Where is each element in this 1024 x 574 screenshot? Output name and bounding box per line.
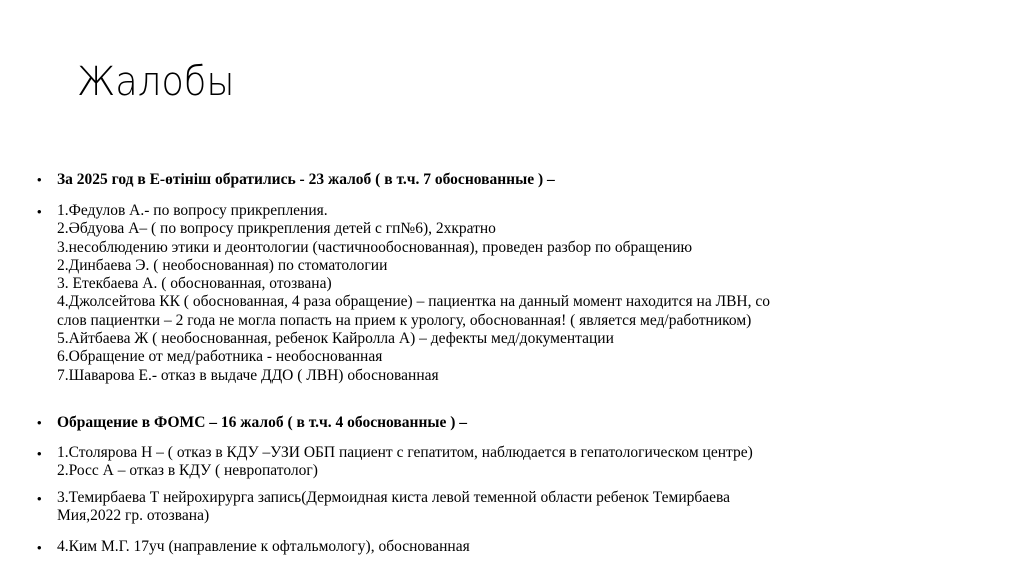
list-item: 3.несоблюдению этики и деонтологии (частичнообоснованная), проведен разбор по обращению	[57, 238, 693, 256]
list-item: слов пациентки – 2 года не могла попасть на прием к урологу, обоснованная! ( является мед/работником)	[57, 311, 752, 329]
bullet-icon: •	[37, 204, 42, 219]
complaint-list-foms-1	[57, 444, 753, 481]
bullet-icon: •	[37, 540, 42, 555]
bullet-icon: •	[37, 172, 42, 187]
list-item: 1.Столярова Н – ( отказ в КДУ –УЗИ ОБП пациент с гепатитом, наблюдается в гепатологическом центре)	[57, 444, 753, 461]
list-item: 1.Федулов А.- по вопросу прикрепления.	[57, 202, 328, 219]
list-item: 2.Әбдуова А– ( по вопросу прикрепления детей с гп№6), 2хкратно	[57, 220, 496, 238]
bullet-icon: •	[37, 415, 42, 430]
list-item: 7.Шаварова Е.- отказ в выдаче ДДО ( ЛВН) обоснованная	[57, 366, 439, 384]
list-item: 3.Темирбаева Т нейрохирурга запись(Дермоидная киста левой теменной области ребенок Темирбаева	[57, 489, 731, 506]
list-item: 4.Ким М.Г. 17уч (направление к офтальмологу), обоснованная	[57, 538, 470, 555]
list-item: 2.Динбаева Э. ( необоснованная) по стоматологии	[57, 256, 388, 274]
bullet-icon: •	[37, 446, 42, 461]
list-item: 6.Обращение от мед/работника - необоснованная	[57, 348, 383, 366]
complaint-list-e-otinish	[57, 202, 770, 385]
section-heading-foms: Обращение в ФОМС – 16 жалоб ( в т.ч. 4 обоснованные ) –	[57, 414, 468, 431]
list-item: 3. Етекбаева А. ( обоснованная, отозвана)	[57, 275, 332, 293]
section-heading-e-otinish: За 2025 год в Е-өтініш обратились - 23 жалоб ( в т.ч. 7 обоснованные ) –	[57, 171, 555, 188]
list-item: 5.Айтбаева Ж ( необоснованная, ребенок Кайролла А) – дефекты мед/документации	[57, 330, 614, 348]
bullet-icon: •	[37, 491, 42, 506]
complaint-list-foms-2	[57, 489, 730, 526]
complaint-list-foms-3	[57, 538, 470, 556]
list-item: 2.Росс А – отказ в КДУ ( невропатолог)	[57, 462, 318, 480]
list-item: Мия,2022 гр. отозвана)	[57, 507, 210, 525]
slide-title: Жалобы	[77, 59, 235, 105]
list-item: 4.Джолсейтова КК ( обоснованная, 4 раза обращение) – пациентка на данный момент находится на ЛВН, со	[57, 293, 770, 311]
